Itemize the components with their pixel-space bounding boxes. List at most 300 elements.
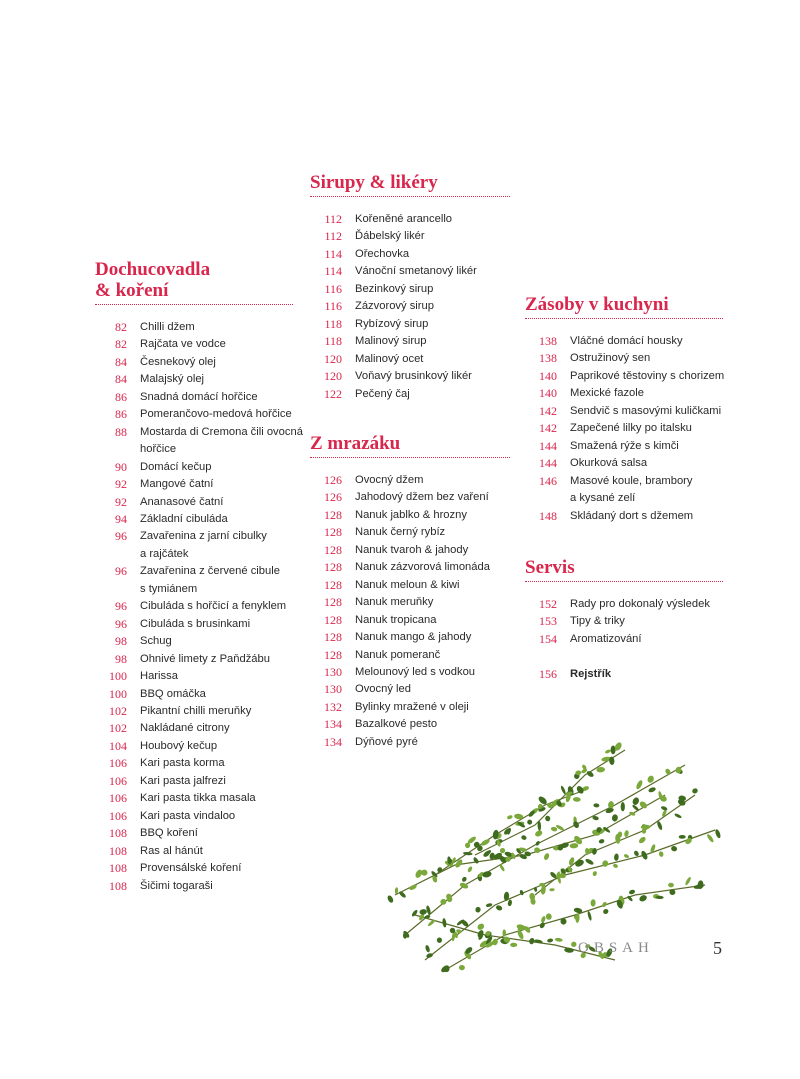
toc-entry xyxy=(525,666,723,683)
toc-list xyxy=(310,472,510,751)
toc-entry-line: Voňavý brusinkový likér xyxy=(355,370,472,383)
toc-entry-line: Rejstřík xyxy=(570,667,612,680)
thyme-leaf xyxy=(545,913,552,920)
thyme-leaf xyxy=(623,853,629,858)
toc-entry-line: Mexické fazole xyxy=(570,387,644,400)
toc-entry xyxy=(525,473,723,508)
toc-entry xyxy=(95,878,293,895)
thyme-leaf xyxy=(660,805,667,811)
toc-entry-line: Zapečené lilky po italsku xyxy=(570,422,692,435)
toc-entry xyxy=(310,333,510,350)
toc-entry-line: Nanuk jablko & hrozny xyxy=(355,508,467,521)
toc-entry xyxy=(310,228,510,245)
section-title xyxy=(525,294,723,319)
thyme-leaf xyxy=(386,895,394,904)
toc-entry-title xyxy=(355,612,510,629)
toc-entry xyxy=(95,686,293,703)
toc-entry-line: Aromatizování xyxy=(570,632,642,645)
toc-entry xyxy=(310,489,510,506)
toc-entry-title xyxy=(570,508,723,525)
toc-entry-line: Pečený čaj xyxy=(355,387,410,400)
toc-entry-line: Nanuk tvaroh & jahody xyxy=(355,543,469,556)
toc-entry-line: Mostarda di Cremona čili ovocná xyxy=(140,425,303,438)
toc-entry-title xyxy=(355,629,510,646)
toc-entry-line: Vláčné domácí housky xyxy=(570,335,683,347)
toc-page-number: 116 xyxy=(324,299,342,314)
toc-entry-line: Bylinky mražené v oleji xyxy=(355,700,469,713)
toc-entry xyxy=(310,594,510,611)
toc-entry xyxy=(95,336,293,353)
toc-entry-title xyxy=(355,681,510,698)
thyme-stem xyxy=(445,885,705,970)
toc-entry-title xyxy=(140,668,293,685)
thyme-leaf xyxy=(425,945,431,953)
toc-list xyxy=(525,596,723,683)
toc-page-number: 84 xyxy=(115,372,127,387)
toc-entry-title xyxy=(355,368,510,385)
toc-entry xyxy=(95,738,293,755)
toc-entry-title xyxy=(355,472,510,489)
toc-entry-title xyxy=(355,594,510,611)
thyme-leaf xyxy=(419,909,427,915)
toc-entry-title xyxy=(355,699,510,716)
toc-entry xyxy=(525,613,723,630)
thyme-leaf xyxy=(459,965,465,971)
toc-entry-title xyxy=(140,563,293,598)
toc-entry-line: Sendvič s masovými kuličkami xyxy=(570,404,722,417)
list-spacer xyxy=(525,648,723,665)
thyme-leaf xyxy=(516,929,524,940)
section-dochucovadla xyxy=(95,259,303,895)
toc-entry-line: Melounový led s vodkou xyxy=(355,665,476,678)
toc-entry-line xyxy=(570,648,723,665)
toc-page-number: 108 xyxy=(109,878,127,893)
toc-entry-line: Ďábelský likér xyxy=(355,230,425,243)
toc-entry xyxy=(95,424,303,459)
toc-page-number: 153 xyxy=(539,614,557,629)
toc-page-number: 112 xyxy=(324,229,342,244)
toc-entry xyxy=(95,459,293,476)
section-title-line: Dochucovadla xyxy=(95,259,211,280)
thyme-leaf xyxy=(436,937,442,943)
thyme-leaf xyxy=(632,804,640,812)
toc-entry xyxy=(310,368,510,385)
thyme-leaf xyxy=(605,749,612,754)
toc-entry xyxy=(310,681,510,698)
toc-entry xyxy=(310,246,510,263)
toc-entry-line: Masové koule, brambory xyxy=(570,474,693,487)
toc-entry xyxy=(310,716,510,733)
toc-entry xyxy=(95,860,293,877)
toc-entry xyxy=(310,559,510,576)
toc-entry xyxy=(525,368,723,385)
toc-entry xyxy=(95,633,293,650)
toc-page-number: 128 xyxy=(324,507,342,522)
toc-entry xyxy=(525,385,723,402)
toc-entry xyxy=(310,263,510,280)
section-title xyxy=(525,557,723,582)
toc-page-number: 104 xyxy=(109,738,127,753)
toc-entry-title xyxy=(355,298,510,315)
toc-entry xyxy=(95,616,293,633)
toc-page-number: 84 xyxy=(115,354,127,369)
toc-page-number: 86 xyxy=(115,389,127,404)
thyme-leaf xyxy=(461,876,467,883)
toc-page-number: 152 xyxy=(539,597,557,611)
thyme-leaf xyxy=(602,908,609,915)
toc-page-number: 90 xyxy=(115,459,127,474)
toc-entry-title xyxy=(355,333,510,350)
thyme-leaf xyxy=(664,768,671,776)
toc-entry xyxy=(95,668,293,685)
toc-entry xyxy=(95,720,293,737)
toc-page-number: 128 xyxy=(324,525,342,540)
toc-page-number: 92 xyxy=(115,477,127,492)
toc-entry-line: Okurková salsa xyxy=(570,457,648,470)
toc-page-number: 82 xyxy=(115,320,127,334)
toc-entry-line: Domácí kečup xyxy=(140,460,212,473)
toc-entry-title xyxy=(140,354,293,371)
toc-entry-line: Zavařenina z červené cibule xyxy=(140,565,280,578)
toc-entry-line: Nanuk pomeranč xyxy=(355,648,441,661)
toc-entry xyxy=(310,351,510,368)
toc-entry-title xyxy=(355,647,510,664)
thyme-leaf xyxy=(670,845,677,852)
toc-page-number: 120 xyxy=(324,351,342,366)
toc-entry-line: Nakládané citrony xyxy=(140,722,230,735)
thyme-leaf xyxy=(658,851,664,858)
toc-entry-line: Tipy & triky xyxy=(570,615,625,628)
toc-entry xyxy=(95,773,293,790)
toc-page-number: 108 xyxy=(109,843,127,858)
toc-page-number: 96 xyxy=(115,599,127,614)
thyme-leaf xyxy=(540,916,546,924)
toc-list xyxy=(310,211,510,403)
toc-entry-line: Nanuk mango & jahody xyxy=(355,631,472,644)
thyme-leaf xyxy=(638,836,647,845)
thyme-leaf xyxy=(476,922,485,931)
toc-entry-line: Vánoční smetanový likér xyxy=(355,265,477,278)
toc-entry-line: Paprikové těstoviny s chorizem xyxy=(570,369,725,382)
toc-entry-title xyxy=(355,559,510,576)
toc-entry-line: Cibuláda s hořčicí a fenyklem xyxy=(140,600,287,613)
thyme-leaf xyxy=(587,911,592,921)
toc-entry-title xyxy=(355,228,510,245)
thyme-leaf xyxy=(495,904,503,911)
toc-entry-line: Bezinkový sirup xyxy=(355,282,434,295)
thyme-leaf xyxy=(585,858,595,866)
toc-entry-line: Ohnivé limety z Paňdžábu xyxy=(140,652,270,665)
toc-entry xyxy=(95,319,293,336)
toc-entry-line: Cibuláda s brusinkami xyxy=(140,617,251,630)
toc-entry-line: Kari pasta vindaloo xyxy=(140,809,236,822)
toc-entry xyxy=(310,472,510,489)
toc-entry xyxy=(310,211,510,228)
toc-entry-title xyxy=(140,528,293,563)
toc-entry-line: Pikantní chilli meruňky xyxy=(140,704,252,717)
thyme-leaf xyxy=(621,802,625,811)
toc-entry-title xyxy=(140,424,303,459)
thyme-leaf xyxy=(475,906,482,913)
toc-entry xyxy=(525,631,723,648)
section-z-mrazaku xyxy=(310,433,510,751)
toc-entry-title xyxy=(140,476,293,493)
toc-page-number: 102 xyxy=(109,703,127,718)
thyme-leaf xyxy=(555,937,563,942)
toc-page-number: 130 xyxy=(324,664,342,679)
thyme-leaf xyxy=(499,864,506,872)
toc-entry-title xyxy=(355,263,510,280)
toc-list xyxy=(95,319,303,895)
toc-entry-title xyxy=(355,664,510,681)
toc-entry-title xyxy=(140,633,293,650)
thyme-leaf xyxy=(611,814,618,822)
thyme-leaf xyxy=(543,852,550,860)
toc-entry xyxy=(525,403,723,420)
thyme-leaf xyxy=(614,853,619,861)
toc-entry-title xyxy=(355,246,510,263)
toc-entry-line: BBQ koření xyxy=(140,827,198,840)
toc-entry xyxy=(95,389,293,406)
toc-entry-line: Ovocný led xyxy=(355,683,411,696)
toc-entry xyxy=(310,281,510,298)
toc-entry-title xyxy=(140,878,293,895)
toc-entry-title xyxy=(570,596,723,613)
toc-entry-title xyxy=(140,720,293,737)
toc-page-number: 126 xyxy=(324,490,342,505)
thyme-leaf xyxy=(534,829,543,837)
toc-page-number: 128 xyxy=(324,630,342,645)
toc-entry xyxy=(525,596,723,613)
toc-page-number: 96 xyxy=(115,616,127,631)
toc-entry-line: Zázvorový sirup xyxy=(355,300,434,313)
toc-entry xyxy=(95,371,293,388)
toc-entry-line: Mangové čatní xyxy=(140,478,214,491)
toc-entry-title xyxy=(570,648,723,665)
toc-entry-title xyxy=(355,489,510,506)
toc-entry-title xyxy=(570,613,723,630)
toc-page-number: 102 xyxy=(109,721,127,736)
toc-entry xyxy=(95,755,293,772)
toc-list xyxy=(525,333,723,525)
section-title-line: & koření xyxy=(95,280,169,301)
toc-page-number: 130 xyxy=(324,682,342,697)
toc-entry-line: Rady pro dokonalý výsledek xyxy=(570,598,710,610)
toc-entry-title xyxy=(355,351,510,368)
toc-entry-title xyxy=(355,316,510,333)
toc-entry xyxy=(95,511,293,528)
thyme-leaf xyxy=(601,860,608,868)
toc-entry-title xyxy=(355,211,510,228)
toc-entry xyxy=(310,542,510,559)
thyme-leaf xyxy=(598,838,605,844)
toc-entry xyxy=(95,476,293,493)
thyme-sprigs-image xyxy=(385,735,725,975)
toc-entry-title xyxy=(140,336,293,353)
toc-entry xyxy=(95,354,293,371)
toc-entry xyxy=(525,508,723,525)
toc-page-number: 98 xyxy=(115,634,127,649)
section-title xyxy=(310,433,510,458)
toc-page-number: 146 xyxy=(539,473,557,488)
toc-entry-title xyxy=(140,616,293,633)
toc-page-number: 140 xyxy=(539,368,557,383)
toc-page-number: 106 xyxy=(109,756,127,771)
toc-page-number: 108 xyxy=(109,861,127,876)
toc-entry-line: Skládaný dort s džemem xyxy=(570,509,694,522)
toc-entry-line: Ovocný džem xyxy=(355,474,424,486)
toc-page-number: 128 xyxy=(324,647,342,662)
thyme-leaf xyxy=(506,814,513,820)
toc-entry-line: Smažená rýže s kimči xyxy=(570,439,679,452)
toc-entry xyxy=(310,699,510,716)
toc-entry-line: Kari pasta jalfrezi xyxy=(140,774,226,787)
section-title-line: Servis xyxy=(525,557,575,578)
toc-entry-line: Pomerančovo-medová hořčice xyxy=(140,408,292,421)
toc-entry xyxy=(95,651,293,668)
toc-entry-line: Malajský olej xyxy=(140,373,205,386)
toc-page-number: 144 xyxy=(539,438,557,453)
toc-entry-line: s tymiánem xyxy=(140,582,198,595)
toc-page-number: 106 xyxy=(109,773,127,788)
thyme-leaf xyxy=(520,834,527,840)
thyme-leaf xyxy=(572,820,580,829)
thyme-leaf xyxy=(593,803,599,808)
toc-entry-title xyxy=(140,598,293,615)
thyme-leaf xyxy=(421,869,428,875)
toc-page-number: 106 xyxy=(109,808,127,823)
section-sirupy xyxy=(310,172,510,403)
thyme-leaf xyxy=(503,827,512,836)
toc-entry-line: Bazalkové pesto xyxy=(355,718,438,731)
toc-page-number: 156 xyxy=(539,666,557,681)
thyme-leaf xyxy=(510,943,517,947)
toc-page-number: 154 xyxy=(539,631,557,646)
thyme-leaf xyxy=(426,952,434,958)
toc-entry-title xyxy=(140,651,293,668)
toc-page-number: 114 xyxy=(324,246,342,261)
toc-entry-line: Snadná domácí hořčice xyxy=(140,390,258,403)
toc-entry-line: Nanuk meruňky xyxy=(355,596,434,609)
toc-page-number: 140 xyxy=(539,386,557,401)
toc-entry xyxy=(95,494,293,511)
toc-entry xyxy=(525,455,723,472)
toc-page-number: 128 xyxy=(324,542,342,557)
toc-page-number: 148 xyxy=(539,508,557,523)
toc-entry xyxy=(310,647,510,664)
toc-entry-title xyxy=(140,773,293,790)
toc-entry-title xyxy=(355,524,510,541)
toc-page-number: 128 xyxy=(324,595,342,610)
toc-entry-line: Harissa xyxy=(140,670,178,683)
thyme-leaf xyxy=(535,840,541,846)
toc-entry-title xyxy=(570,333,723,350)
thyme-leaf xyxy=(585,848,590,855)
toc-entry-title xyxy=(570,473,723,508)
toc-page-number xyxy=(525,648,557,665)
toc-page-number: 100 xyxy=(109,686,127,701)
toc-entry-title xyxy=(355,386,510,403)
thyme-leaf xyxy=(631,796,640,806)
toc-entry-line: Nanuk černý rybíz xyxy=(355,526,446,539)
toc-entry-title xyxy=(570,350,723,367)
thyme-leaf xyxy=(551,826,558,832)
toc-entry-line: Základní cibuláda xyxy=(140,512,228,525)
toc-page-number: 118 xyxy=(324,316,342,331)
thyme-leaf xyxy=(573,797,581,802)
toc-entry-line: Ras al hánút xyxy=(140,844,203,857)
toc-entry-title xyxy=(140,808,293,825)
toc-entry xyxy=(310,524,510,541)
thyme-stem xyxy=(405,765,685,935)
thyme-leaf xyxy=(570,843,579,849)
toc-entry xyxy=(95,790,293,807)
toc-entry-line: Rajčata ve vodce xyxy=(140,338,226,351)
section-title-line: Z mrazáku xyxy=(310,433,401,454)
thyme-leaf xyxy=(560,785,566,795)
thyme-leaf xyxy=(633,850,640,857)
toc-entry-title xyxy=(570,420,723,437)
thyme-leaf xyxy=(507,899,512,906)
toc-page-number: 128 xyxy=(324,612,342,627)
thyme-leaf xyxy=(611,746,616,755)
toc-entry-line: Ořechovka xyxy=(355,247,410,260)
toc-entry-line: Ostružinový sen xyxy=(570,352,651,365)
toc-entry-title xyxy=(570,368,724,385)
thyme-leaf xyxy=(570,941,577,948)
toc-entry xyxy=(310,629,510,646)
toc-entry xyxy=(310,612,510,629)
toc-entry-line: Zavařenina z jarní cibulky xyxy=(140,530,267,543)
toc-entry xyxy=(95,703,293,720)
thyme-leaf xyxy=(640,850,649,861)
toc-entry-line: Rybízový sirup xyxy=(355,317,429,330)
toc-page-number: 122 xyxy=(324,386,342,401)
toc-page-number: 86 xyxy=(115,407,127,422)
toc-entry-title xyxy=(140,459,293,476)
thyme-leaf xyxy=(526,819,533,826)
thyme-leaf xyxy=(668,883,674,888)
toc-entry-title xyxy=(140,494,293,511)
toc-page-number: 96 xyxy=(115,564,127,579)
toc-page-number: 92 xyxy=(115,494,127,509)
thyme-leaf xyxy=(545,815,551,822)
toc-page-number: 96 xyxy=(115,529,127,544)
thyme-leaf xyxy=(628,889,635,895)
thyme-leaf xyxy=(467,866,473,873)
toc-entry-line: Schug xyxy=(140,635,172,648)
toc-entry-title xyxy=(140,860,293,877)
toc-entry-title xyxy=(140,406,293,423)
toc-entry xyxy=(95,825,293,842)
toc-entry-title xyxy=(140,389,293,406)
toc-entry-title xyxy=(140,738,293,755)
toc-entry-line: Kari pasta tikka masala xyxy=(140,792,256,805)
toc-entry-title xyxy=(140,319,293,336)
toc-entry-line: Šičimi togaraši xyxy=(140,879,213,892)
thyme-leaf xyxy=(528,937,535,945)
toc-page-number: 126 xyxy=(324,473,342,487)
thyme-leaf xyxy=(472,856,479,864)
toc-entry-line: Kari pasta korma xyxy=(140,757,225,770)
thyme-leaf xyxy=(706,833,715,843)
toc-entry-line: hořčice xyxy=(140,443,177,456)
toc-entry-line: Nanuk meloun & kiwi xyxy=(355,578,460,591)
toc-page-number: 138 xyxy=(539,351,557,366)
toc-entry-title xyxy=(140,686,293,703)
thyme-leaf xyxy=(485,903,492,908)
toc-page-number: 142 xyxy=(539,421,557,436)
